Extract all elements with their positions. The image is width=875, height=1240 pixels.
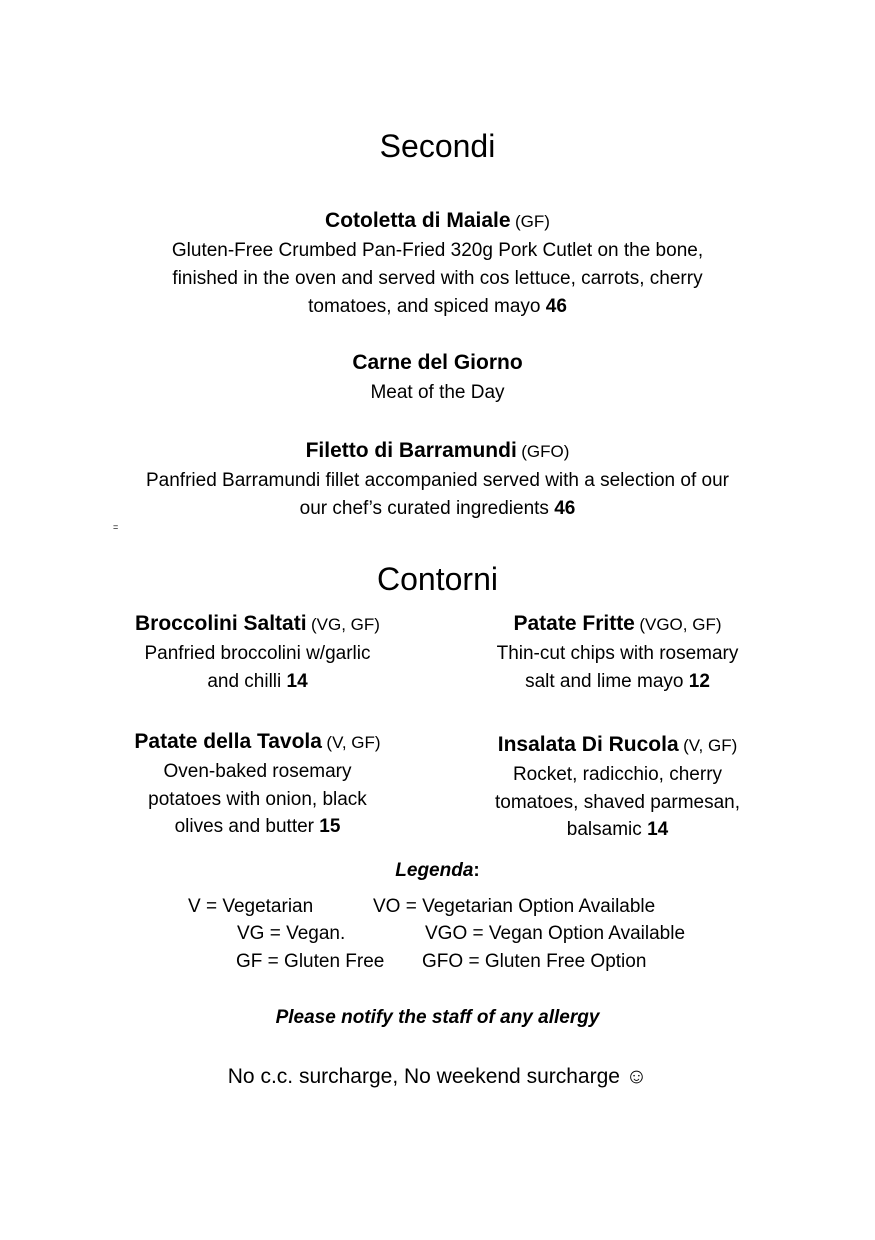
item-name: Broccolini Saltati (135, 612, 307, 635)
description-line: olives and butter 15 (174, 816, 341, 837)
legend-entry: V = Vegetarian (188, 896, 314, 917)
description-line: finished in the oven and served with cos lettuce, carrots, cherry (172, 268, 703, 289)
menu-item-broccolini (100, 610, 415, 695)
item-description (460, 640, 775, 695)
description-line: salt and lime mayo 12 (525, 670, 710, 692)
description-line: Rocket, radicchio, cherry (512, 764, 723, 785)
description-line: tomatoes, and spiced mayo 46 (308, 296, 567, 317)
item-description (100, 640, 415, 695)
item-price: 15 (319, 816, 341, 837)
item-price: 12 (688, 670, 710, 692)
legend-entry: VG = Vegan. (237, 923, 346, 944)
item-price: 14 (647, 819, 669, 840)
item-description: Meat of the Day (370, 382, 505, 403)
legend-heading: Legenda: (395, 860, 480, 881)
description-line: and chilli 14 (207, 670, 308, 692)
dietary-tag: (VGO, GF) (639, 615, 722, 634)
dietary-tag: (GF) (515, 212, 550, 231)
section-title-contorni: Contorni (377, 561, 498, 597)
legend-entry: GFO = Gluten Free Option (422, 951, 647, 972)
description-line: tomatoes, shaved parmesan, (494, 791, 741, 813)
description-line: Oven-baked rosemary (163, 761, 352, 782)
description-line: Thin-cut chips with rosemary (496, 643, 739, 664)
item-name: Insalata Di Rucola (497, 733, 679, 756)
item-description (100, 758, 415, 841)
dietary-tag: (VG, GF) (311, 615, 380, 634)
description-line: our chef’s curated ingredients 46 (299, 498, 576, 519)
item-price: 46 (554, 498, 576, 519)
item-price: 46 (545, 296, 567, 317)
description-line: Panfried Barramundi fillet accompanied served with a selection of our (146, 470, 729, 491)
legend-entry: VGO = Vegan Option Available (425, 923, 686, 944)
item-description (0, 467, 875, 523)
menu-item-filetto (0, 437, 875, 523)
dietary-tag: (V, GF) (683, 736, 738, 755)
menu-item-cotoletta (0, 207, 875, 321)
item-name: Filetto di Barramundi (305, 439, 517, 462)
item-name: Patate della Tavola (134, 730, 322, 753)
section-title-secondi: Secondi (379, 128, 496, 164)
surcharge-note: No c.c. surcharge, No weekend surcharge ☺ (227, 1065, 648, 1088)
menu-item-patate-fritte (460, 610, 775, 695)
description-line: Panfried broccolini w/garlic (144, 643, 371, 664)
menu-item-patate-tavola (100, 728, 415, 841)
item-description (0, 237, 875, 321)
menu-item-carne (0, 349, 875, 407)
legend-entry: VO = Vegetarian Option Available (373, 896, 656, 917)
item-description (460, 761, 775, 844)
description-line: potatoes with onion, black (148, 788, 367, 810)
legend-entry: GF = Gluten Free (236, 951, 385, 972)
item-name: Carne del Giorno (352, 351, 523, 374)
allergy-note: Please notify the staff of any allergy (275, 1007, 600, 1028)
item-name: Cotoletta di Maiale (325, 209, 511, 232)
dietary-tag: (GFO) (521, 442, 570, 461)
dietary-tag: (V, GF) (326, 733, 381, 752)
legend-title: Legenda (395, 860, 474, 881)
description-line: balsamic 14 (566, 819, 669, 840)
item-price: 14 (286, 670, 308, 692)
stray-mark: = (113, 522, 119, 532)
item-name: Patate Fritte (513, 612, 635, 635)
description-line: Gluten-Free Crumbed Pan-Fried 320g Pork Cutlet on the bone, (171, 240, 704, 261)
menu-item-insalata (460, 731, 775, 844)
